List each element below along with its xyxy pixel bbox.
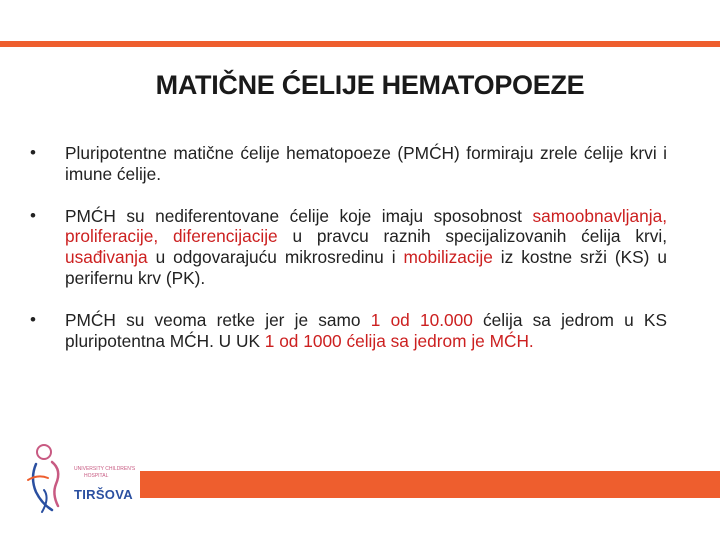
bullet-marker: • <box>30 205 36 225</box>
bullet-text <box>65 206 667 288</box>
bullet-item <box>30 143 667 185</box>
slide-title: MATIČNE ĆELIJE HEMATOPOEZE <box>155 70 585 100</box>
highlighted-text-segment: usađivanja <box>65 247 148 268</box>
text-segment: u odgovarajuću mikrosredinu i <box>147 247 404 268</box>
highlighted-text-segment: mobilizacije <box>403 247 493 268</box>
text-segment: ćelija sa jedrom u KS pluripotentna MĆH. U UK <box>65 309 667 351</box>
top-accent-bar <box>0 41 720 47</box>
text-segment: PMĆH su veoma retke jer je samo <box>65 309 371 330</box>
text-segment: iz kostne srži (KS) u perifernu krv (PK). <box>65 247 667 288</box>
bullet-item <box>30 310 667 352</box>
bullet-text <box>65 310 667 351</box>
bullet-item <box>30 206 667 289</box>
logo-line-2: HOSPITAL <box>84 473 109 479</box>
highlighted-text-segment: 1 od 1000 ćelija sa jedrom je MĆH. <box>264 330 534 351</box>
bullet-text <box>65 143 667 184</box>
text-segment: PMĆH su nediferentovane ćelije koje imaju sposobnost <box>65 205 533 226</box>
logo-name: TIRŠOVA <box>74 487 133 502</box>
highlighted-text-segment: 1 od 10.000 <box>370 309 473 330</box>
bullet-marker: • <box>30 309 36 329</box>
logo-line-1: UNIVERSITY CHILDREN'S <box>74 466 136 472</box>
hospital-logo <box>22 440 140 520</box>
bullet-list <box>30 143 667 351</box>
bullet-marker: • <box>30 143 36 162</box>
text-segment: u pravcu raznih specijalizovanih ćelija krvi, <box>277 226 667 247</box>
text-segment: Pluripotentne matične ćelije hematopoeze (PMĆH) formiraju zrele ćelije krvi i imune ćelije. <box>65 143 667 184</box>
bottom-accent-bar <box>140 471 720 498</box>
highlighted-text-segment: samoobnavljanja, proliferacije, diferencijacije <box>65 205 667 247</box>
child-figure-icon <box>22 440 72 520</box>
